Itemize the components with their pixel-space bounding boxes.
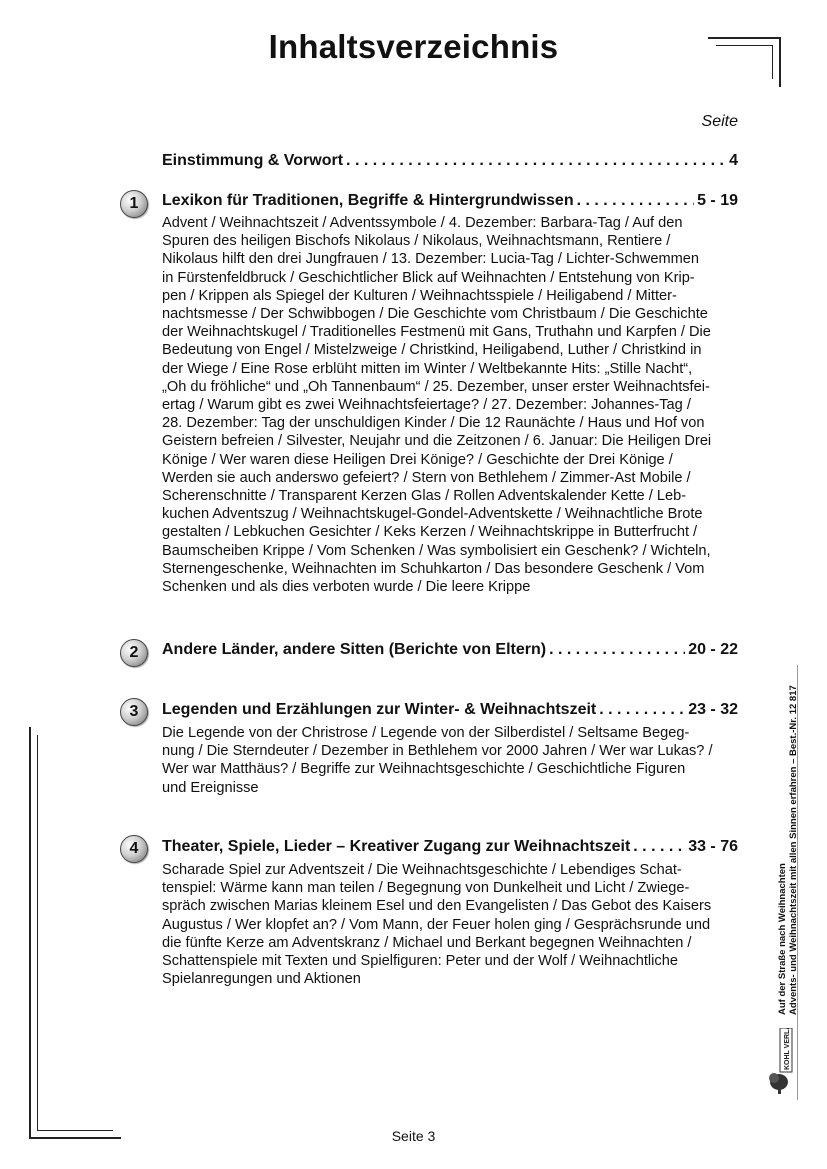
description-line: die fünfte Kerze am Adventskranz / Michael und Berkant begegnen Weihnachten /	[162, 934, 692, 951]
dot-leader	[577, 192, 694, 210]
page-title: Inhaltsverzeichnis	[268, 28, 559, 65]
description-line: Werden sie auch anderswo gefeiert? / Stern von Bethlehem / Zimmer-Ast Mobile /	[162, 469, 691, 486]
chapter-number-badge: 2	[120, 639, 148, 667]
description-line: 28. Dezember: Tag der unschuldigen Kinder / Die 12 Raunächte / Haus und Hof von	[162, 415, 705, 432]
chapter-number-badge: 4	[120, 835, 148, 863]
description-line: Advent / Weihnachtszeit / Adventssymbole / 4. Dezember: Barbara-Tag / Auf den	[162, 215, 683, 231]
description-line: gestalten / Lebkuchen Gesichter / Keks Kerzen / Weihnachtskrippe in Butterfrucht /	[162, 524, 698, 541]
toc-entry-title: Andere Länder, andere Sitten (Berichte von Eltern)	[162, 641, 547, 658]
description-line: Wer war Matthäus? / Begriffe zur Weihnachtsgeschichte / Geschichtliche Figuren	[162, 761, 686, 778]
chapter-1-description	[162, 214, 742, 596]
description-line: der Weihnachtskugel / Traditionelles Festmenü mit Gans, Truthahn und Karpfen / Die	[162, 324, 711, 341]
chapter-3-description	[162, 724, 742, 797]
frame-bottom-left-inner-vertical	[37, 735, 38, 1131]
toc-entry-title: Theater, Spiele, Lieder – Kreativer Zugang zur Weihnachtszeit	[162, 838, 631, 855]
toc-entry-pages: 5 - 19	[697, 192, 738, 209]
description-line: Könige / Wer waren diese Heiligen Drei Könige? / Geschichte der Drei Könige /	[162, 451, 673, 468]
dot-leader	[346, 152, 726, 170]
toc-entry-pages: 20 - 22	[688, 641, 738, 658]
sidebar-book-title: Auf der Straße nach Weihnachten	[777, 863, 788, 1015]
page-column-label: Seite	[701, 113, 738, 130]
page-number-footer: Seite 3	[391, 1128, 436, 1144]
toc-entry-intro	[162, 152, 738, 170]
description-line: Scherenschnitte / Transparent Kerzen Glas / Rollen Adventskalender Kette / Leb-	[162, 488, 687, 505]
description-line: Scharade Spiel zur Adventszeit / Die Weihnachtsgeschichte / Lebendiges Schat-	[162, 862, 682, 878]
dot-leader	[549, 641, 685, 659]
frame-bottom-left-vertical	[29, 727, 31, 1139]
description-line: Geistern befreien / Silvester, Neujahr und die Zeitzonen / 6. Januar: Die Heiligen Drei	[162, 433, 712, 450]
toc-entry-chapter-4	[162, 838, 738, 856]
toc-entry-chapter-3	[162, 701, 738, 719]
description-line: Die Legende von der Christrose / Legende von der Silberdistel / Seltsame Begeg-	[162, 725, 690, 741]
toc-entry-pages: 4	[729, 152, 738, 169]
description-line: Augustus / Wer klopfet an? / Vom Mann, der Feuer holen ging / Gesprächsrunde und	[162, 916, 711, 933]
tree-logo-icon	[768, 1028, 794, 1094]
toc-entry-pages: 23 - 32	[688, 701, 738, 718]
description-line: Nikolaus hilft den drei Jungfrauen / 13. Dezember: Lucia-Tag / Lichter-Schwemmen	[162, 251, 699, 268]
description-line: nachtsmesse / Der Schwibbogen / Die Geschichte vom Christbaum / Die Geschichte	[162, 306, 708, 323]
description-line: „Oh du fröhliche“ und „Oh Tannenbaum“ / 25. Dezember, unser erster Weihnachtsfei-	[162, 378, 710, 395]
dot-leader	[599, 701, 685, 719]
description-line: Spielanregungen und Aktionen	[162, 971, 361, 988]
toc-entry-chapter-1	[162, 192, 738, 210]
description-line: spräch zwischen Marias kleinem Esel und den Evangelisten / Das Gebot des Kaisers	[162, 898, 712, 915]
description-line: pen / Krippen als Spiegel der Kulturen / Weihnachtsspiele / Heiligabend / Mitter-	[162, 287, 677, 304]
description-line: Sternengeschenke, Weihnachten im Schuhkarton / Das besondere Geschenk / Vom	[162, 560, 705, 577]
description-line: Schattenspiele mit Texten und Spielfiguren: Peter und der Wolf / Weihnachtliche	[162, 953, 678, 970]
toc-entry-title: Einstimmung & Vorwort	[162, 152, 344, 169]
description-line: der Wiege / Eine Rose erblüht mitten im Winter / Weltbekannte Hits: „Stille Nacht“,	[162, 360, 693, 377]
description-line: in Fürstenfeldbruck / Geschichtlicher Blick auf Weihnachten / Entstehung von Krip-	[162, 269, 695, 286]
dot-leader	[633, 838, 685, 856]
description-line: Bedeutung von Engel / Mistelzweige / Christkind, Heiligabend, Luther / Christkind in	[162, 342, 702, 359]
description-line: Schenken und als dies verboten wurde / Die leere Krippe	[162, 579, 531, 596]
description-line: tenspiel: Wärme kann man teilen / Begegnung von Dunkelheit und Licht / Zwiege-	[162, 880, 690, 897]
toc-entry-pages: 33 - 76	[688, 838, 738, 855]
description-line: kuchen Adventszug / Weihnachtskugel-Gondel-Adventskette / Weihnachtliche Brote	[162, 506, 703, 523]
sidebar-book-subtitle: Advents- und Weihnachtszeit mit allen Sinnen erfahren – Best.-Nr. 12 817	[788, 685, 799, 1015]
description-line: ertag / Warum gibt es zwei Weihnachtsfeiertage? / 27. Dezember: Johannes-Tag /	[162, 397, 691, 414]
publisher-logo-text: KOHL VERLAG	[784, 1028, 791, 1070]
chapter-number-badge: 3	[120, 698, 148, 726]
chapter-number-badge: 1	[120, 190, 148, 218]
chapter-4-description	[162, 861, 742, 988]
toc-entry-chapter-2	[162, 641, 738, 659]
description-line: Baumscheiben Krippe / Vom Schenken / Was symbolisiert ein Geschenk? / Wichteln,	[162, 542, 711, 559]
toc-entry-title: Legenden und Erzählungen zur Winter- & Weihnachtszeit	[162, 701, 597, 718]
toc-entry-title: Lexikon für Traditionen, Begriffe & Hintergrundwissen	[162, 192, 574, 209]
description-line: und Ereignisse	[162, 779, 259, 796]
publisher-logo	[768, 1028, 794, 1094]
description-line: Spuren des heiligen Bischofs Nikolaus / Nikolaus, Weihnachtsmann, Rentiere /	[162, 233, 671, 250]
description-line: nung / Die Sterndeuter / Dezember in Bethlehem vor 2000 Jahren / Wer war Lukas? /	[162, 743, 713, 760]
